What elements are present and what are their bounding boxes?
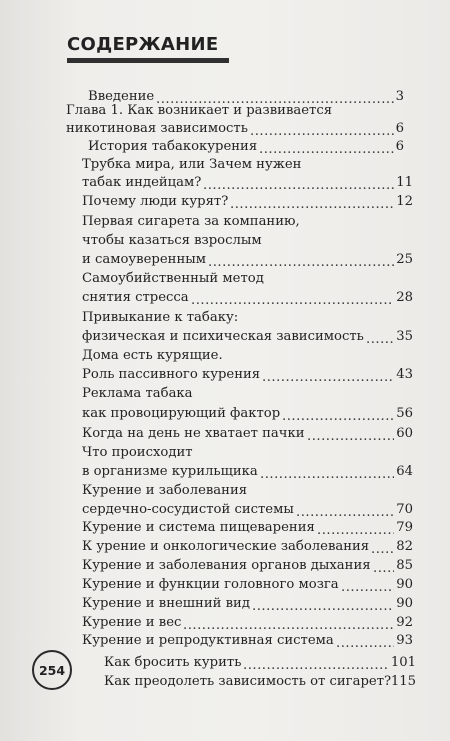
toc-dot-leader: [252, 595, 394, 613]
toc-entry: [82, 156, 404, 174]
toc-entry: [82, 425, 413, 443]
toc-entry-title: чтобы казаться взрослым: [82, 233, 262, 248]
toc-entry: [82, 405, 413, 423]
toc-entry: [82, 270, 404, 288]
toc-entry: [82, 328, 413, 346]
toc-entry-page: 11: [396, 175, 413, 190]
toc-dot-leader: [230, 193, 394, 211]
toc-entry-page: 70: [396, 502, 413, 517]
toc-entry: [82, 193, 413, 211]
toc-entry: [82, 519, 413, 537]
toc-entry: [82, 632, 413, 650]
toc-entry: [82, 174, 413, 192]
toc-entry: [82, 538, 413, 556]
toc-entry-page: 115: [390, 674, 416, 689]
toc-entry-title: Курение и функции головного мозга: [82, 577, 339, 592]
toc-dot-leader: [373, 557, 394, 575]
toc-entry-page: 64: [396, 464, 413, 479]
toc-entry-title: Как преодолеть зависимость от сигарет?: [104, 674, 392, 689]
toc-entry-title: Первая сигарета за компанию,: [82, 214, 300, 229]
toc-entry-title: Что происходит: [82, 445, 193, 460]
toc-entry: [82, 366, 413, 384]
toc-entry-title: Курение и внешний вид: [82, 596, 250, 611]
toc-entry: [82, 251, 413, 269]
toc-entry: [82, 463, 413, 481]
toc-entry-page: 3: [395, 89, 404, 104]
toc-entry-title: Курение и система пищеварения: [82, 520, 315, 535]
toc-entry-page: 12: [396, 194, 413, 209]
toc-entry-page: 43: [396, 367, 413, 382]
toc-entry-title: Привыкание к табаку:: [82, 310, 239, 325]
toc-entry: [104, 654, 416, 672]
toc-entry: [82, 444, 404, 462]
toc-entry-page: 6: [395, 121, 404, 136]
page-number-badge: 254: [32, 650, 72, 690]
toc-dot-leader: [366, 328, 394, 346]
toc-dot-leader: [203, 174, 394, 192]
toc-dot-leader: [371, 538, 394, 556]
toc-entry-page: 90: [396, 596, 413, 611]
toc-dot-leader: [260, 463, 394, 481]
toc-dot-leader: [282, 405, 394, 423]
toc-entry-title: в организме курильщика: [82, 464, 258, 479]
toc-dot-leader: [307, 425, 394, 443]
toc-entry: [88, 138, 404, 156]
toc-dot-leader: [208, 251, 394, 269]
toc-entry: [82, 213, 404, 231]
toc-entry-page: 85: [396, 558, 413, 573]
toc-entry: [82, 482, 404, 500]
toc-entry-title: снятия стресса: [82, 290, 189, 305]
toc-entry-page: 35: [396, 329, 413, 344]
toc-dot-leader: [336, 632, 394, 650]
toc-entry-title: Курение и заболевания: [82, 483, 248, 498]
toc-entry: [66, 102, 404, 120]
toc-dot-leader: [341, 576, 394, 594]
toc-entry-title: Глава 1. Как возникает и развивается: [66, 103, 333, 118]
toc-dot-leader: [183, 614, 394, 632]
toc-dot-leader: [262, 366, 394, 384]
toc-entry: [82, 309, 404, 327]
heading-underline: [67, 58, 229, 63]
contents-heading: СОДЕРЖАНИЕ: [67, 34, 219, 55]
toc-entry-title: Введение: [88, 89, 155, 104]
toc-entry-title: как провоцирующий фактор: [82, 406, 281, 421]
toc-entry-title: Курение и заболевания органов дыхания: [82, 558, 371, 573]
toc-entry-title: Роль пассивного курения: [82, 367, 261, 382]
toc-entry: [82, 289, 413, 307]
toc-dot-leader: [296, 501, 394, 519]
toc-entry: [82, 576, 413, 594]
toc-entry: [82, 347, 404, 365]
toc-entry-page: 60: [396, 426, 413, 441]
toc-entry: [82, 595, 413, 613]
toc-entry-title: табак индейцам?: [82, 175, 202, 190]
toc-entry: [82, 232, 404, 250]
toc-dot-leader: [259, 138, 394, 156]
toc-entry-title: сердечно-сосудистой системы: [82, 502, 294, 517]
toc-entry-title: Курение и вес: [82, 615, 182, 630]
toc-entry-page: 92: [396, 615, 413, 630]
toc-entry-title: Почему люди курят?: [82, 194, 229, 209]
toc-entry-title: Как бросить курить: [104, 655, 242, 670]
toc-entry-page: 25: [396, 252, 413, 267]
toc-entry-title: Курение и репродуктивная система: [82, 633, 334, 648]
toc-entry-page: 101: [390, 655, 416, 670]
toc-entry-title: Реклама табака: [82, 386, 193, 401]
toc-entry-page: 6: [395, 139, 404, 154]
toc-entry-title: никотиновая зависимость: [66, 121, 248, 136]
toc-entry: [66, 120, 404, 138]
toc-entry: [82, 501, 413, 519]
toc-entry-title: Трубка мира, или Зачем нужен: [82, 157, 302, 172]
toc-entry-page: 90: [396, 577, 413, 592]
toc-entry-title: К урение и онкологические заболевания: [82, 539, 370, 554]
toc-entry: [82, 385, 404, 403]
toc-entry-title: Когда на день не хватает пачки: [82, 426, 305, 441]
toc-entry-page: 93: [396, 633, 413, 648]
toc-entry: [82, 557, 413, 575]
toc-entry: [104, 673, 416, 691]
toc-entry-title: физическая и психическая зависимость: [82, 329, 364, 344]
toc-entry-title: и самоуверенным: [82, 252, 206, 267]
toc-entry: [82, 614, 413, 632]
toc-entry-title: Самоубийственный метод: [82, 271, 264, 286]
toc-entry-page: 79: [396, 520, 413, 535]
toc-entry-title: Дома есть курящие.: [82, 348, 223, 363]
toc-dot-leader: [250, 120, 394, 138]
toc-dot-leader: [191, 289, 394, 307]
toc-dot-leader: [317, 519, 394, 537]
toc-dot-leader: [243, 654, 389, 672]
toc-entry-title: История табакокурения: [88, 139, 258, 154]
toc-entry-page: 56: [396, 406, 413, 421]
toc-entry-page: 28: [396, 290, 413, 305]
toc-entry-page: 82: [396, 539, 413, 554]
